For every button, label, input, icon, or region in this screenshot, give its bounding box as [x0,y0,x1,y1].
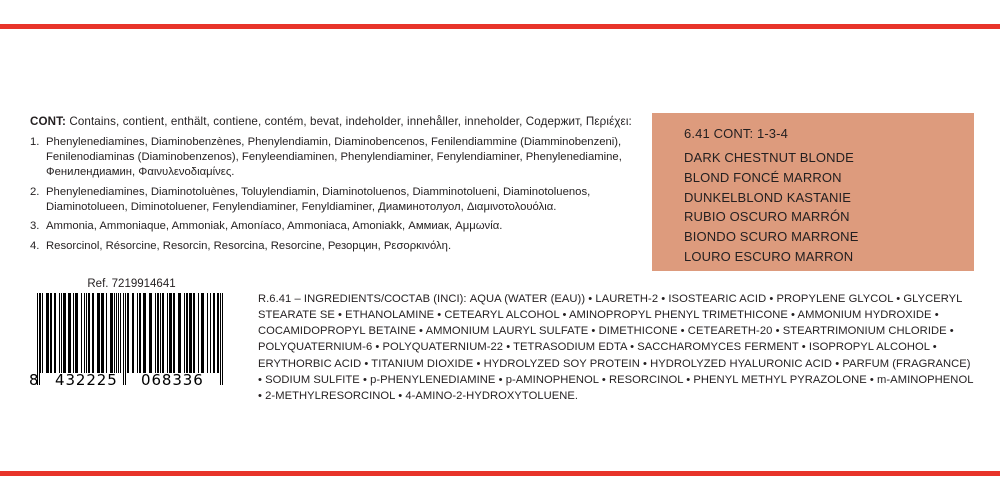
list-item-text: Ammonia, Ammoniaque, Ammoniak, Amoníaco, Ammoniaca, Amoniakk, Аммиак, Αμμωνία. [46,220,503,233]
shade-swatch-panel [652,113,974,271]
list-item-text: Resorcinol, Résorcine, Resorcin, Resorcina, Resorcine, Резорцин, Ρεσορκινόλη. [46,240,452,252]
shade-name: LOURO ESCURO MARRON [684,248,854,264]
shade-name-list [684,148,859,267]
ingredients-text: R.6.41 – INGREDIENTS/СОСТАВ (INCI): AQUA (WATER (EAU)) • LAURETH-2 • ISOSTEARIC ACID • PROPYLENE GLYCOL • GLYCERYL STEARATE SE • ETHANOLAMINE • CETEARYL ALCOHOL • AMINOPROPYL PHENYL TRIMETHICONE • AMMONIUM HYDROXIDE • COCAMIDOPROPYL BETAINE • AMMONIUM LAURYL SULFATE • DIMETHICONE • CETEARETH-20 • STEARTRIMONIUM CHLORIDE • POLYQUATERNIUM-6 • POLYQUATERNIUM-22 • TETRASODIUM EDTA • SACCHAROMYCES FERMENT • ISOPROPYL ALCOHOL • ERYTHORBIC ACID • TITANIUM DIOXIDE • HYDROLYZED SOY PROTEIN • HYDROLYZED HYALURONIC ACID • PARFUM (FRAGRANCE) • SODIUM SULFITE • p-PHENYLENEDIAMINE • p-AMINOPHENOL • RESORCINOL • PHENYL METHYL PYRAZOLONE • m-AMINOPHENOL • 2-METHYLRESORCINOL • 4-AMINO-2-HYDROXYTOLUENE. [258,293,974,402]
bottom-red-rule [0,471,1000,476]
list-item-number: 2. [30,185,40,198]
contains-headline-prefix: CONT: [30,115,67,128]
list-item-text: Phenylenediamines, Diaminobenzènes, Phenylendiamin, Diaminobencenos, Fenilendiammine (Diamminobenzeni), Fenilenodiaminas (Diaminobenzenos), Fenyleendiaminen, Phenylendiaminer, Fenylendiaminer, Phenylenediamine, Фенилендиамин, Φαινυλενοδιαμίνες. [46,136,622,179]
contains-list [30,135,638,254]
shade-name: DUNKELBLOND KASTANIE [684,189,852,205]
shade-code: 6.41 CONT: 1-3-4 [684,126,788,141]
barcode-bar [222,293,223,385]
contains-headline-text: Contains, contient, enthält, contiene, contém, bevat, indeholder, innehåller, inneholder, Содержит, Περιέχει: [66,115,632,128]
reference-number: Ref. 7219914641 [87,278,176,290]
shade-name: RUBIO OSCURO MARRÓN [684,209,850,225]
shade-name: BLOND FONCÉ MARRON [684,169,842,185]
list-item [30,135,638,180]
label-content-area [0,29,1000,471]
list-item-number: 3. [30,220,40,233]
list-item-number: 1. [30,136,40,149]
barcode-digit-left: 8 [29,371,40,389]
barcode-digits-middle: 432225 [55,371,118,389]
list-item [30,219,638,234]
shade-name: DARK CHESTNUT BLONDE [684,150,854,165]
list-item [30,239,638,254]
contains-block [30,114,638,259]
barcode-block [28,277,235,389]
barcode-digits-right: 068336 [141,371,204,389]
shade-name: BIONDO SCURO MARRONE [684,229,859,244]
list-item-number: 4. [30,240,40,252]
barcode-image [29,293,234,389]
contains-headline [30,114,638,129]
list-item [30,185,638,215]
list-item-text: Phenylenediamines, Diaminotoluènes, Toluylendiamin, Diaminotoluenos, Diamminotolueni, Diaminotoluenos, Diaminotolueen, Diminotoluener, Fenylendiaminer, Fenyldiaminer, Диаминотолуол, Διαμινοτολουόλια. [46,185,591,213]
